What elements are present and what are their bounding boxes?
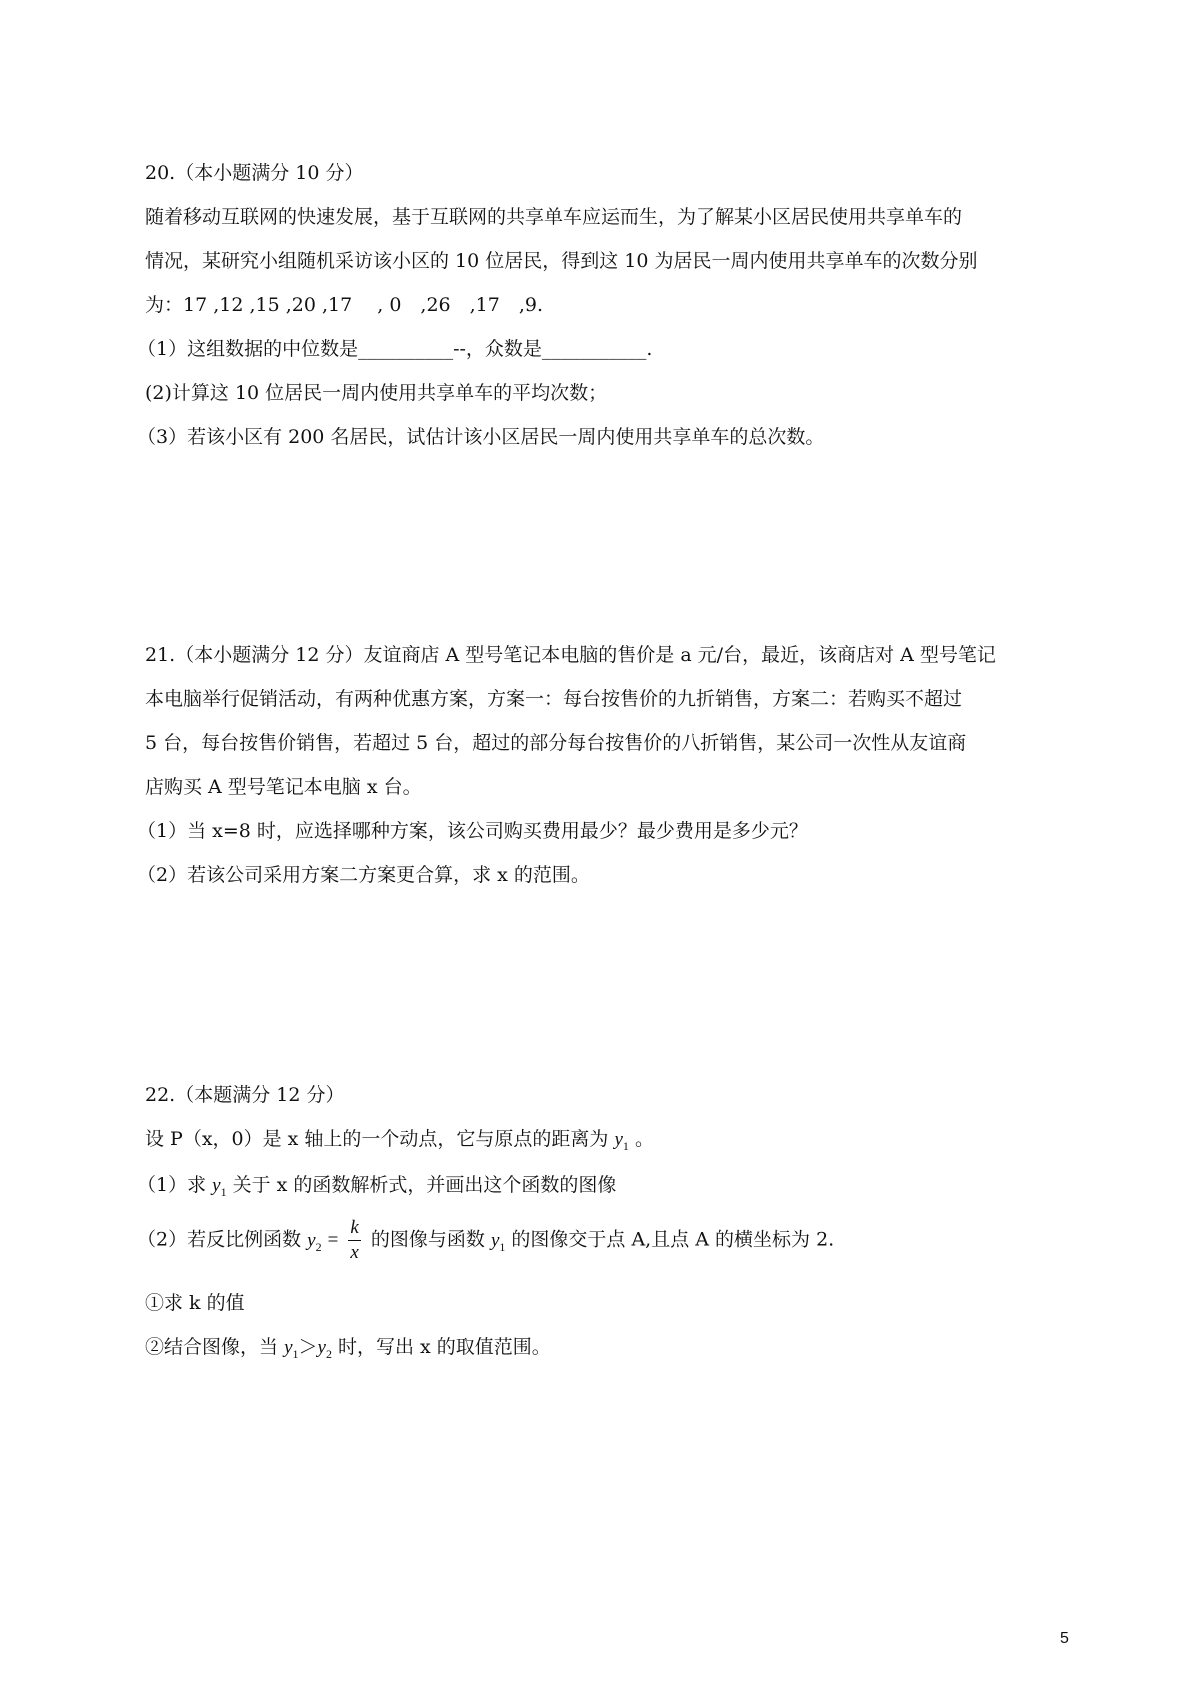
q21-line-2: 本电脑举行促销活动，有两种优惠方案，方案一：每台按售价的九折销售，方案二：若购买不超过 xyxy=(145,688,963,710)
q21-part-2: （2）若该公司采用方案二方案更合算，求 x 的范围。 xyxy=(137,864,590,886)
equals-sign: = xyxy=(327,1229,339,1251)
q22-part-2: （2）若反比例函数 $y_2$ = $\frac{k}{x}$ 的图像与函数 $y_1$ 的图像交于点 A,且点 A 的横坐标为 2. xyxy=(137,1217,835,1263)
page-number: 5 xyxy=(1060,1630,1069,1647)
y2-symbol: $y_2$ xyxy=(317,1337,332,1361)
q21-line-1: 21.（本小题满分 12 分）友谊商店 A 型号笔记本电脑的售价是 a 元/台，最近，该商店对 A 型号笔记 xyxy=(145,644,996,666)
q22-header: 22.（本题满分 12 分） xyxy=(145,1084,345,1106)
q20-part-3: （3）若该小区有 200 名居民，试估计该小区居民一周内使用共享单车的总次数。 xyxy=(137,426,825,448)
q21-line-3: 5 台，每台按售价销售，若超过 5 台，超过的部分每台按售价的八折销售，某公司一次性从友谊商 xyxy=(145,732,967,754)
y1-symbol: $y_1$ xyxy=(284,1337,299,1361)
y1-symbol: $y_1$ xyxy=(614,1129,629,1153)
q20-header: 20.（本小题满分 10 分） xyxy=(145,162,364,184)
q22-intro-prefix: 设 P（x，0）是 x 轴上的一个动点，它与原点的距离为 xyxy=(145,1128,609,1150)
q21-part-1: （1）当 x=8 时，应选择哪种方案，该公司购买费用最少？最少费用是多少元？ xyxy=(137,820,808,842)
fraction-k-over-x: $\frac{k}{x}$ xyxy=(350,1217,359,1263)
q20-part-1: （1）这组数据的中位数是__________--，众数是___________. xyxy=(137,338,653,360)
q22-sub-1: ①求 k 的值 xyxy=(145,1292,245,1314)
y1-symbol: $y_1$ xyxy=(212,1175,227,1199)
greater-than-sign: ＞ xyxy=(298,1336,318,1358)
y1-symbol: $y_1$ xyxy=(490,1229,506,1254)
q21-line-4: 店购买 A 型号笔记本电脑 x 台。 xyxy=(145,776,422,798)
y2-symbol: $y_2$ xyxy=(307,1229,322,1254)
q20-body-line-3: 为：17 ,12 ,15 ,20 ,17 , 0 ,26 ,17 ,9. xyxy=(145,294,544,316)
q20-body-line-2: 情况，某研究小组随机采访该小区的 10 位居民，得到这 10 为居民一周内使用共享单车的次数分别 xyxy=(145,250,978,272)
q22-part-1: （1）求 $y_1$ 关于 x 的函数解析式，并画出这个函数的图像 xyxy=(137,1174,617,1199)
q22-sub-2: ②结合图像，当 $y_1>y_2$ 时，写出 x 的取值范围。 xyxy=(145,1336,551,1361)
q22-intro-suffix: 。 xyxy=(634,1128,654,1150)
q20-part-2: (2)计算这 10 位居民一周内使用共享单车的平均次数； xyxy=(145,382,608,404)
q22-intro xyxy=(145,1124,654,1154)
q20-body-line-1: 随着移动互联网的快速发展，基于互联网的共享单车应运而生，为了解某小区居民使用共享单车的 xyxy=(145,206,963,228)
